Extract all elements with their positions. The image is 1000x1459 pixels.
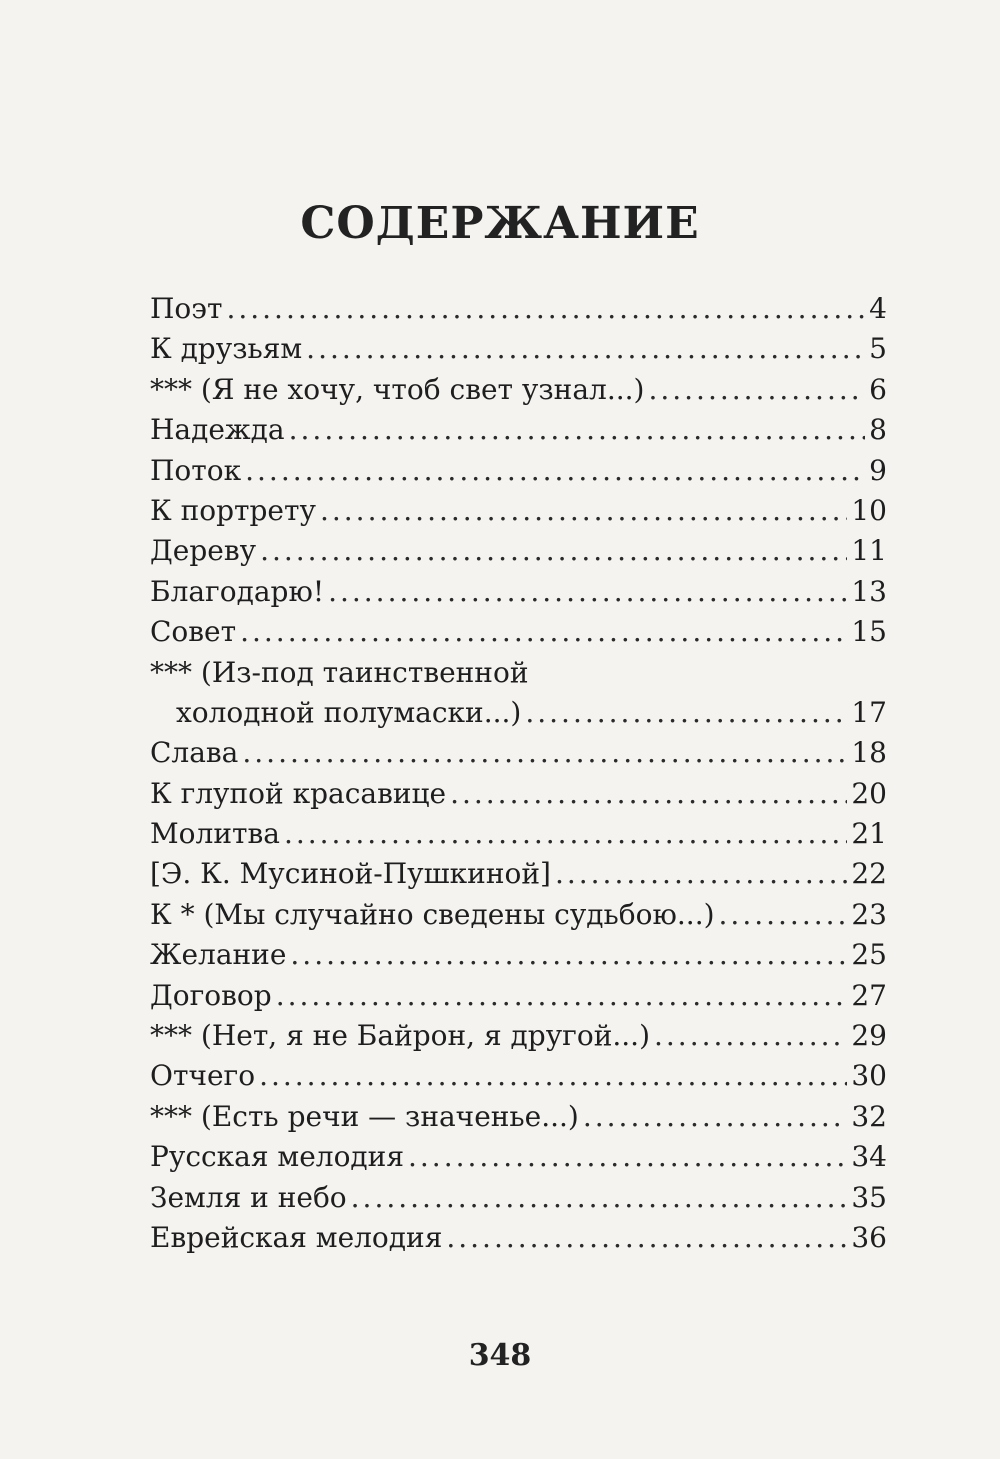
toc-entry-title: Русская мелодия bbox=[150, 1140, 404, 1174]
toc-entry-title: Дереву bbox=[150, 534, 257, 568]
toc-entry bbox=[150, 935, 887, 975]
toc-entry-title-line1: *** (Из-под таинственной bbox=[150, 655, 529, 689]
toc-entry-title: *** (Я не хочу, чтоб свет узнал...) bbox=[150, 372, 645, 406]
toc-entry-title: Молитва bbox=[150, 817, 280, 851]
toc-entry-page: 4 bbox=[869, 292, 887, 325]
toc-entry bbox=[150, 491, 887, 531]
dot-leader bbox=[648, 370, 865, 410]
toc-entry bbox=[150, 1097, 887, 1137]
toc-entry-page: 22 bbox=[851, 857, 887, 891]
toc-entry-page: 10 bbox=[851, 493, 887, 527]
dot-leader bbox=[408, 1137, 847, 1177]
toc-entry-page: 17 bbox=[851, 695, 887, 729]
toc-entry-title: К * (Мы случайно сведены судьбою...) bbox=[150, 897, 715, 931]
dot-leader bbox=[719, 895, 848, 935]
dot-leader bbox=[351, 1178, 848, 1218]
dot-leader bbox=[259, 1056, 847, 1096]
toc-entry-title: Надежда bbox=[150, 413, 285, 447]
toc-entry-title: Слава bbox=[150, 736, 239, 770]
toc-entry-page: 34 bbox=[851, 1140, 887, 1174]
toc-entry-page: 5 bbox=[869, 332, 887, 366]
toc-entry-title: Договор bbox=[150, 978, 272, 1012]
dot-leader bbox=[289, 410, 866, 450]
toc-entry bbox=[150, 693, 887, 733]
toc-entry-page: 11 bbox=[851, 534, 887, 568]
toc-entry bbox=[150, 774, 887, 814]
toc-entry bbox=[150, 733, 887, 773]
dot-leader bbox=[525, 693, 847, 733]
dot-leader bbox=[328, 572, 847, 612]
toc-entry-page: 35 bbox=[851, 1180, 887, 1214]
dot-leader bbox=[654, 1016, 847, 1056]
page-title: СОДЕРЖАНИЕ bbox=[300, 198, 700, 249]
dot-leader bbox=[260, 531, 847, 571]
toc-entry-title: [Э. К. Мусиной-Пушкиной] bbox=[150, 857, 551, 891]
dot-leader bbox=[284, 814, 847, 854]
toc-entry-title: Земля и небо bbox=[150, 1180, 347, 1214]
toc-entry bbox=[150, 814, 887, 854]
toc-entry-page: 6 bbox=[869, 372, 887, 406]
dot-leader bbox=[450, 774, 847, 814]
toc-entry-page: 9 bbox=[869, 453, 887, 487]
toc-entry-page: 20 bbox=[851, 776, 887, 810]
toc-entry bbox=[150, 531, 887, 571]
toc-entry bbox=[150, 1218, 887, 1258]
toc-entry bbox=[150, 370, 887, 410]
dot-leader bbox=[320, 491, 847, 531]
toc-entry bbox=[150, 329, 887, 369]
toc-entry bbox=[150, 976, 887, 1016]
dot-leader bbox=[240, 612, 847, 652]
toc-entry-page: 8 bbox=[869, 413, 887, 447]
toc-entry bbox=[150, 289, 887, 329]
dot-leader bbox=[555, 854, 847, 894]
toc-entry-title: Поток bbox=[150, 453, 242, 487]
dot-leader bbox=[226, 289, 865, 329]
toc-entry-title: Благодарю! bbox=[150, 574, 325, 608]
toc-entry-title: Еврейская мелодия bbox=[150, 1220, 443, 1254]
toc-entry-page: 29 bbox=[851, 1019, 887, 1053]
dot-leader bbox=[583, 1097, 848, 1137]
toc-entry-page: 27 bbox=[851, 978, 887, 1012]
toc-entry-title: Совет bbox=[150, 615, 237, 649]
toc-entry-title: *** (Есть речи — значенье...) bbox=[150, 1099, 579, 1133]
toc-entry-page: 30 bbox=[851, 1059, 887, 1093]
toc-entry bbox=[150, 612, 887, 652]
toc-entry-page: 18 bbox=[851, 736, 887, 770]
toc-entry bbox=[150, 1137, 887, 1177]
page-number: 348 bbox=[468, 1338, 532, 1373]
toc-entry-page: 25 bbox=[851, 938, 887, 972]
toc-entry-page: 23 bbox=[851, 897, 887, 931]
toc-entry-page: 13 bbox=[851, 574, 887, 608]
toc-entry-page: 36 bbox=[851, 1220, 887, 1254]
toc-entry bbox=[150, 854, 887, 894]
toc-entry-title: Желание bbox=[150, 938, 287, 972]
toc-entry-title: К глупой красавице bbox=[150, 776, 447, 810]
toc-entry-page: 21 bbox=[851, 817, 887, 851]
toc-entry bbox=[150, 451, 887, 491]
dot-leader bbox=[276, 976, 848, 1016]
toc-entry-title: К друзьям bbox=[150, 332, 303, 366]
toc-entry bbox=[150, 1016, 887, 1056]
toc-entry bbox=[150, 410, 887, 450]
dot-leader bbox=[245, 451, 865, 491]
toc-entry-title: К портрету bbox=[150, 493, 316, 527]
toc-entry-page: 32 bbox=[851, 1099, 887, 1133]
dot-leader bbox=[446, 1218, 847, 1258]
toc-entry bbox=[150, 572, 887, 612]
table-of-contents bbox=[150, 289, 887, 1258]
toc-entry-title: Поэт bbox=[150, 292, 223, 325]
toc-entry bbox=[150, 1056, 887, 1096]
dot-leader bbox=[290, 935, 847, 975]
toc-entry-first-line bbox=[150, 653, 887, 693]
toc-entry-title: холодной полумаски...) bbox=[176, 695, 522, 729]
toc-entry bbox=[150, 895, 887, 935]
toc-entry bbox=[150, 1178, 887, 1218]
toc-entry-title: Отчего bbox=[150, 1059, 256, 1093]
dot-leader bbox=[242, 733, 847, 773]
dot-leader bbox=[306, 329, 865, 369]
toc-entry-page: 15 bbox=[851, 615, 887, 649]
toc-entry-title: *** (Нет, я не Байрон, я другой...) bbox=[150, 1019, 650, 1053]
